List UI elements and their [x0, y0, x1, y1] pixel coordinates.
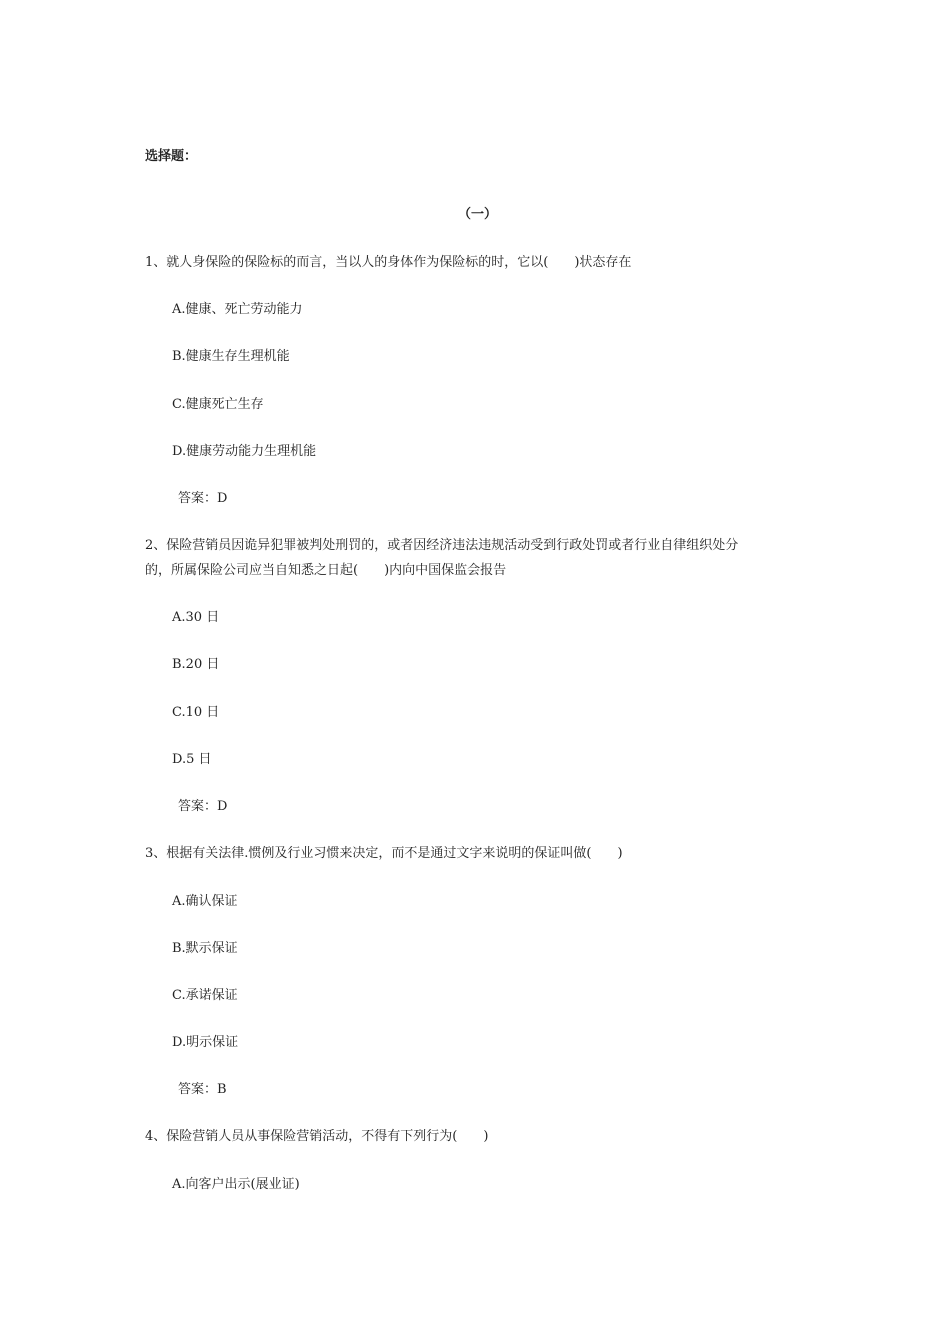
section-title: 选择题：: [145, 149, 198, 164]
question-4-stem: 4、保险营销人员从事保险营销活动，不得有下列行为( ): [145, 1129, 489, 1144]
question-2-option-c: C.10 日: [172, 705, 220, 720]
question-2-option-b: B.20 日: [172, 657, 220, 672]
question-2-option-d: D.5 日: [172, 752, 212, 767]
group-title: （一）: [458, 207, 498, 222]
question-2-stem-line-2: 的，所属保险公司应当自知悉之日起( )内向中国保监会报告: [145, 563, 507, 578]
question-1-option-d: D.健康劳动能力生理机能: [172, 444, 317, 459]
question-4-option-a: A.向客户出示(展业证): [172, 1177, 300, 1192]
question-3-answer: 答案：B: [178, 1082, 227, 1097]
question-3-option-b: B.默示保证: [172, 941, 238, 956]
question-2-stem-line-1: 2、保险营销员因诡异犯罪被判处刑罚的，或者因经济违法违规活动受到行政处罚或者行业自律组织处分: [145, 538, 739, 553]
question-1-option-b: B.健康生存生理机能: [172, 349, 290, 364]
question-1-option-c: C.健康死亡生存: [172, 397, 264, 412]
question-1-stem: 1、就人身保险的保险标的而言，当以人的身体作为保险标的时，它以( )状态存在: [145, 255, 632, 270]
question-1-option-a: A.健康、死亡劳动能力: [172, 302, 303, 317]
question-2-answer: 答案：D: [178, 799, 228, 814]
question-3-stem: 3、根据有关法律.惯例及行业习惯来决定，而不是通过文字来说明的保证叫做( ): [145, 846, 623, 861]
question-3-option-d: D.明示保证: [172, 1035, 239, 1050]
question-1-answer: 答案：D: [178, 491, 228, 506]
question-3-option-c: C.承诺保证: [172, 988, 238, 1003]
question-2-option-a: A.30 日: [172, 610, 220, 625]
question-3-option-a: A.确认保证: [172, 894, 238, 909]
